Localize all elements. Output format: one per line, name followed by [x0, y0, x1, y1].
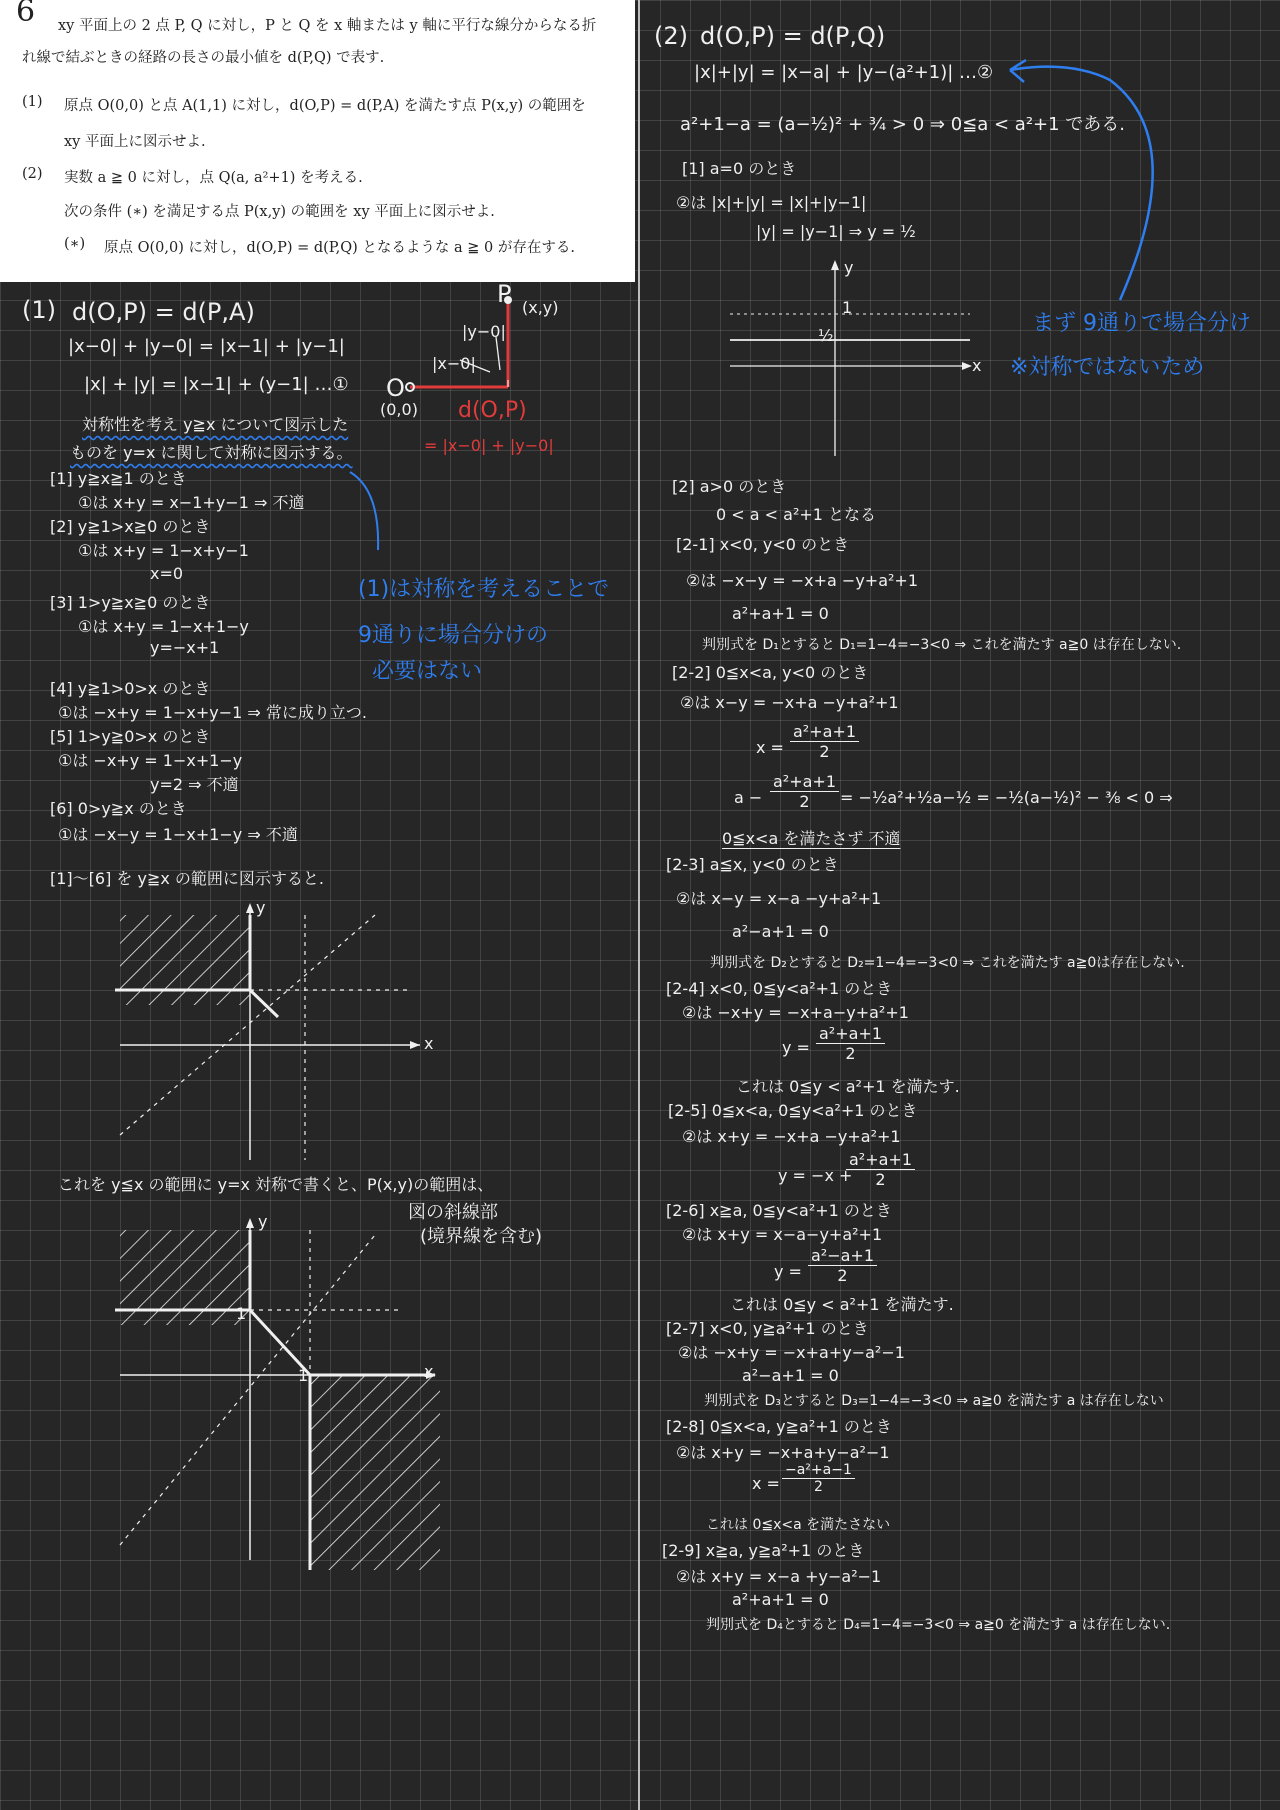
fraction-a2a1-over-2 — [790, 722, 859, 761]
blue-note-line2: 9通りに場合分けの — [358, 623, 548, 648]
case-a0-body2: |y| = |y−1| ⇒ y = ½ — [756, 222, 916, 241]
fraction-numerator: a²+a+1 — [816, 1024, 885, 1044]
case27-line2: a²−a+1 = 0 — [742, 1366, 839, 1385]
fraction-numerator: a²+a+1 — [770, 772, 839, 792]
part1-heading: (1) — [22, 296, 56, 324]
case-a0-body1: ②は |x|+|y| = |x|+|y−1| — [676, 193, 867, 212]
case22-line3: = −½a²+½a−½ = −½(a−½)² − ⅜ < 0 ⇒ — [840, 788, 1173, 807]
fraction-numerator: a²+a+1 — [790, 722, 859, 742]
case-3-head: [3] 1>y≧x≧0 のとき — [50, 593, 211, 612]
graph-y-geq-x-region — [100, 895, 440, 1165]
graph-a0 — [720, 258, 980, 458]
graph2-one-y: 1 — [236, 1304, 247, 1323]
case-4-body: ①は −x+y = 1−x+y−1 ⇒ 常に成り立つ. — [58, 703, 367, 722]
graph-final-region — [100, 1210, 460, 1580]
case24-y-eq: y = — [782, 1038, 810, 1057]
dy-label: |y−0| — [462, 322, 506, 341]
case-5-head: [5] 1>y≧0>x のとき — [50, 727, 211, 746]
fraction-denominator: 2 — [813, 1479, 823, 1495]
problem-statement — [0, 0, 635, 282]
case25-head: [2-5] 0≦x<a, 0≦y<a²+1 のとき — [668, 1101, 918, 1120]
case26-head: [2-6] x≧a, 0≦y<a²+1 のとき — [666, 1201, 892, 1220]
fraction-numerator: a²−a+1 — [808, 1246, 877, 1266]
part2-eq-2: |x|+|y| = |x−a| + |y−(a²+1)| …② — [694, 62, 994, 83]
case28-head: [2-8] 0≦x<a, y≧a²+1 のとき — [666, 1417, 892, 1436]
case26-line1: ②は x+y = x−a−y+a²+1 — [682, 1225, 883, 1244]
q1-number: (1) — [22, 94, 43, 110]
q2-line1: 実数 a ≧ 0 に対し，点 Q(a, a²+1) を考える. — [64, 170, 363, 186]
blue-arrow-left — [340, 470, 400, 560]
graph-a0-x-label: x — [972, 356, 982, 375]
case22-x-eq: x = — [756, 738, 784, 757]
case-apos-head: [2] a>0 のとき — [672, 477, 787, 496]
part2-inequality: a²+1−a = (a−½)² + ¾ > 0 ⇒ 0≦a < a²+1 である. — [680, 114, 1126, 135]
case-6-body: ①は −x−y = 1−x+1−y ⇒ 不適 — [58, 825, 298, 844]
case21-line3: 判別式を D₁とすると D₁=1−4=−3<0 ⇒ これを満たす a≧0 は存在しない. — [702, 637, 1182, 653]
graph1-y-label: y — [256, 898, 266, 917]
final-line3: (境界線を含む) — [420, 1226, 543, 1247]
case25-y-eq: y = −x + — [778, 1166, 853, 1185]
case24-line3: これは 0≦y < a²+1 を満たす. — [736, 1077, 960, 1096]
fraction-a2ma1-over-2 — [808, 1246, 877, 1285]
symmetry-note-line1: 対称性を考え y≧x について図示した — [82, 415, 349, 434]
point-P-coord: (x,y) — [522, 298, 559, 317]
case23-head: [2-3] a≦x, y<0 のとき — [666, 855, 839, 874]
dOP-label: d(O,P) — [458, 398, 527, 423]
case22-a-minus: a − — [734, 788, 763, 807]
case-5-body1: ①は −x+y = 1−x+1−y — [58, 751, 243, 770]
blue-arrow-right — [990, 60, 1190, 320]
case22-line1: ②は x−y = −x+a −y+a²+1 — [680, 693, 899, 712]
case21-line2: a²+a+1 = 0 — [732, 604, 829, 623]
case-2-body1: ①は x+y = 1−x+y−1 — [78, 541, 249, 560]
case22-line4: 0≦x<a を満たさず 不適 — [722, 829, 901, 848]
blue-note-right-line1: まず 9通りで場合分け — [1032, 311, 1251, 336]
part2-eq-main: d(O,P) = d(P,Q) — [700, 22, 886, 50]
point-P-label: P — [497, 280, 512, 308]
fraction-denominator: 2 — [799, 792, 810, 811]
part1-eq-1: |x| + |y| = |x−1| + (y−1| …① — [84, 374, 349, 395]
graph-a0-half: ½ — [818, 326, 834, 345]
case23-line2: a²−a+1 = 0 — [732, 922, 829, 941]
case24-line1: ②は −x+y = −x+a−y+a²+1 — [682, 1003, 909, 1022]
case27-line1: ②は −x+y = −x+a+y−a²−1 — [678, 1343, 905, 1362]
case-2-head: [2] y≧1>x≧0 のとき — [50, 517, 211, 536]
fraction-numerator: a²+a+1 — [846, 1150, 915, 1170]
q2-condition: 原点 O(0,0) に対し，d(O,P) = d(P,Q) となるような a ≧ 0 が存在する. — [104, 240, 575, 256]
case28-line1: ②は x+y = −x+a+y−a²−1 — [676, 1443, 890, 1462]
graph1-x-label: x — [424, 1034, 434, 1053]
fraction-a2a1-over-2-b — [770, 772, 839, 811]
q2-line2: 次の条件 (∗) を満足する点 P(x,y) の範囲を xy 平面上に図示せよ. — [64, 204, 495, 220]
origin-O-label: O — [386, 374, 405, 402]
case29-head: [2-9] x≧a, y≧a²+1 のとき — [662, 1541, 865, 1560]
graph-a0-one: 1 — [842, 298, 853, 317]
case27-line3: 判別式を D₃とすると D₃=1−4=−3<0 ⇒ a≧0 を満たす a は存在しない — [704, 1393, 1164, 1409]
q1-line1: 原点 O(0,0) と点 A(1,1) に対し，d(O,P) = d(P,A) を満たす点 P(x,y) の範囲を — [64, 98, 586, 114]
case26-line3: これは 0≦y < a²+1 を満たす. — [730, 1295, 954, 1314]
problem-intro-line2: れ線で結ぶときの経路の長さの最小値を d(P,Q) で表す. — [22, 50, 385, 66]
problem-number: 6 — [16, 0, 36, 29]
case-3-body2: y=−x+1 — [150, 638, 220, 657]
problem-intro-line1: xy 平面上の 2 点 P, Q に対し，P と Q を x 軸または y 軸に平行な線分からなる折 — [58, 18, 597, 34]
case28-line3: これは 0≦x<a を満たさない — [706, 1517, 891, 1533]
symmetry-note-line2: ものを y=x に関して対称に図示する。 — [70, 443, 353, 462]
final-line2: 図の斜線部 — [408, 1202, 498, 1223]
graph2-y-label: y — [258, 1212, 268, 1231]
case-1-head: [1] y≧x≧1 のとき — [50, 469, 187, 488]
fraction-denominator: 2 — [845, 1044, 856, 1063]
case25-line1: ②は x+y = −x+a −y+a²+1 — [682, 1127, 901, 1146]
q2-condition-label: (∗) — [64, 236, 86, 252]
case-1-body: ①は x+y = x−1+y−1 ⇒ 不適 — [78, 493, 305, 512]
fraction-a2a1-over-2-c — [816, 1024, 885, 1063]
part1-eq-main: d(O,P) = d(P,A) — [72, 298, 255, 326]
part1-eq-expand: |x−0| + |y−0| = |x−1| + |y−1| — [68, 336, 345, 357]
fraction-numerator: −a²+a−1 — [782, 1462, 855, 1479]
dOP-formula: = |x−0| + |y−0| — [424, 436, 554, 455]
case-3-body1: ①は x+y = 1−x+1−y — [78, 617, 249, 636]
page-divider — [638, 0, 640, 1810]
case-5-body2: y=2 ⇒ 不適 — [150, 775, 239, 794]
graph2-one-x: 1 — [298, 1366, 309, 1385]
blue-note-right-line2: ※対称ではないため — [1010, 355, 1205, 380]
case28-x-eq: x = — [752, 1474, 780, 1493]
q1-line2: xy 平面上に図示せよ. — [64, 134, 206, 150]
final-line1: これを y≦x の範囲に y=x 対称で書くと、P(x,y)の範囲は、 — [58, 1175, 494, 1194]
case-4-head: [4] y≧1>0>x のとき — [50, 679, 211, 698]
fraction-denominator: 2 — [837, 1266, 848, 1285]
fraction-a2a1-over-2-d — [846, 1150, 915, 1189]
fraction-denominator: 2 — [875, 1170, 886, 1189]
origin-coord: (0,0) — [380, 400, 418, 419]
part2-heading: (2) — [654, 22, 688, 50]
blue-note-line1: (1)は対称を考えることで — [358, 577, 610, 602]
case-2-body2: x=0 — [150, 564, 184, 583]
case27-head: [2-7] x<0, y≧a²+1 のとき — [666, 1319, 869, 1338]
graph-a0-y-label: y — [844, 258, 854, 277]
case22-head: [2-2] 0≦x<a, y<0 のとき — [672, 663, 869, 682]
case26-y-eq: y = — [774, 1262, 802, 1281]
case-a0-head: [1] a=0 のとき — [682, 159, 797, 178]
case21-head: [2-1] x<0, y<0 のとき — [676, 535, 850, 554]
case29-line1: ②は x+y = x−a +y−a²−1 — [676, 1567, 882, 1586]
case21-line1: ②は −x−y = −x+a −y+a²+1 — [686, 571, 919, 590]
cases-summary: [1]〜[6] を y≧x の範囲に図示すると. — [50, 869, 325, 888]
case23-line3: 判別式を D₂とすると D₂=1−4=−3<0 ⇒ これを満たす a≧0は存在しない. — [710, 955, 1185, 971]
blue-note-line3: 必要はない — [372, 659, 483, 684]
graph2-x-label: x — [424, 1362, 434, 1381]
case-apos-body: 0 < a < a²+1 となる — [716, 505, 877, 524]
fraction-ma2a1-over-2 — [782, 1462, 855, 1495]
fraction-denominator: 2 — [819, 742, 830, 761]
case24-head: [2-4] x<0, 0≦y<a²+1 のとき — [666, 979, 893, 998]
q2-number: (2) — [22, 166, 43, 182]
case29-line3: 判別式を D₄とすると D₄=1−4=−3<0 ⇒ a≧0 を満たす a は存在しない. — [706, 1617, 1171, 1633]
dx-label: |x−0| — [432, 354, 476, 373]
case-6-head: [6] 0>y≧x のとき — [50, 799, 187, 818]
case23-line1: ②は x−y = x−a −y+a²+1 — [676, 889, 882, 908]
case29-line2: a²+a+1 = 0 — [732, 1590, 829, 1609]
